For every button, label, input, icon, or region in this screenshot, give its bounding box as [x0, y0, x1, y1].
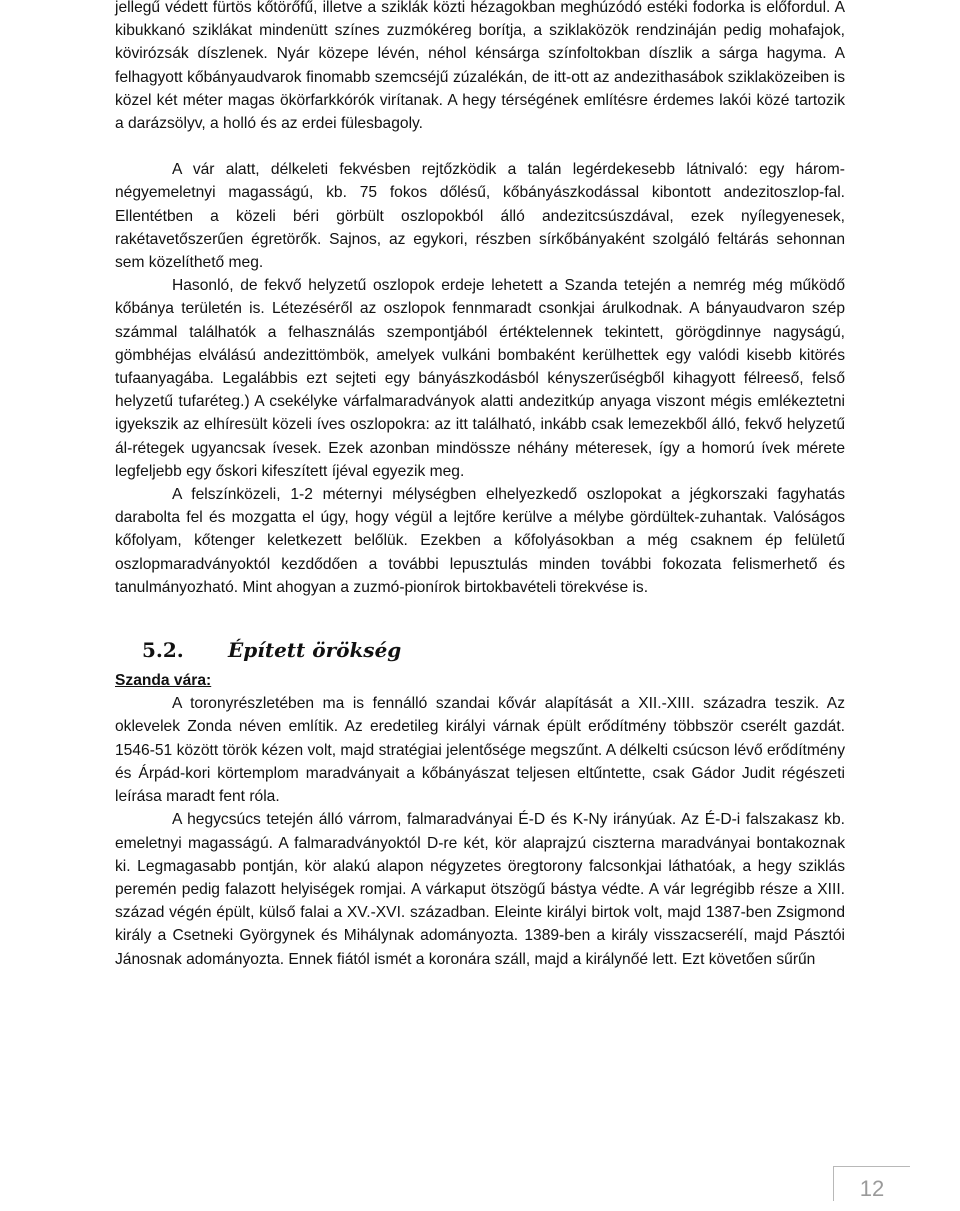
- subsection-heading: Szanda vára:: [115, 672, 212, 690]
- paragraph-andesite-wall: A vár alatt, délkeleti fekvésben rejtőzködik a talán legérdekesebb látnivaló: egy három-négyemeletnyi magasságú, kb. 75 fokos dőlésű, kőbányászkodással kibontott andezitoszlop-fal. Ellentétben a közeli béri görbült oszlopokból álló andezitcsúszdával, ezek nyílegyenesek, rakétavetőszerűen égretörők. Sajnos, az egykori, részben sírkőbányaként szolgáló feltárás sehonnan sem közelíthető meg.: [115, 161, 845, 272]
- section-gap: [115, 599, 845, 635]
- paragraph-castle-ruins: A hegycsúcs tetején álló várrom, falmaradványai É-D és K-Ny irányúak. Az É-D-i falszakasz kb. emeletnyi magasságú. A falmaradványoktól D-re két, kör alaprajzú ciszterna maradványai bontakoznak ki. Legmagasabb pontján, kör alakú alapon négyzetes öregtorony falcsonkjai láthatóak, a hegy sziklás peremén pedig falazott helyiségek romjai. A várkaput ötszögű bástya védte. A vár legrégibb része a XIII. század végén épült, külső falai a XV.-XVI. században. Eleinte királyi birtok volt, majd 1387-ben Zsigmond király a Csetneki Györgynek és Mihálynak adományozta. 1389-ben a király visszacserélí, majd Pásztói Jánosnak adományozta. Ennek fiától ismét a koronára száll, majd a királynőé lett. Ezt követően sűrűn: [115, 811, 845, 968]
- document-page: [115, 0, 845, 971]
- section-title: Épített örökség: [228, 638, 402, 663]
- section-heading: [115, 635, 845, 665]
- section-number: 5.2.: [142, 638, 184, 663]
- paragraph-flora: jellegű védett fürtös kőtörőfű, illetve a sziklák közti hézagokban meghúzódó estéki fodorka is előfordul. A kibukkanó sziklákat mindenütt színes zuzmókéreg borítja, a sziklaközök rendzináján pedig mohafajok, kövirózsák díszlenek. Nyár közepe lévén, néhol kénsárga színfoltokban díszlik a sárga hagyma. A felhagyott kőbányaudvarok finomabb szemcséjű zúzalékán, de itt-ott az andezithasábok sziklaközeiben is közel két méter magas ökörfarkkórók virítanak. A hegy térségének említésre érdemes lakói közé tartozik a darázsölyv, a holló és az erdei fülesbagoly.: [115, 0, 845, 133]
- paragraph-castle-history: A toronyrészletében ma is fennálló szandai kővár alapítását a XII.-XIII. századra teszik. Az oklevelek Zonda néven említik. Az eredetileg királyi várnak épült erődítmény többször cserélt gazdát. 1546-51 között török kézen volt, majd stratégiai jelentősége megszűnt. A délkelti csúcson lévő erődítmény és Árpád-kori körtemplom maradványait a kőbányászat teljesen eltűntette, csak Gádor Judit régészeti leírása maradt fent róla.: [115, 695, 845, 806]
- paragraph-stone-stream: A felszínközeli, 1-2 méternyi mélységben elhelyezkedő oszlopokat a jégkorszaki fagyhatás darabolta fel és mozgatta el úgy, hogy végül a lejtőre kerülve a mélybe gördültek-zuhantak. Valóságos kőfolyam, kőtenger keletkezett belőlük. Ezekben a kőfolyásokban a még csaknem ép felületű oszlopmaradványoktól kezdődően a további lepusztulás minden további fokozata felismerhető és tanulmányozható. Mint ahogyan a zuzmó-pionírok birtokbavételi törekvése is.: [115, 486, 845, 596]
- paragraph-gap: [115, 135, 845, 158]
- paragraph-column-forest: Hasonló, de fekvő helyzetű oszlopok erdeje lehetett a Szanda tetején a nemrég még működő kőbánya területén is. Létezéséről az oszlopok fennmaradt csonkjai árulkodnak. A bányaudvaron szép számmal találhatók a felhasználás szempontjából értéktelennek tekintett, görögdinnye nagyságú, gömbhéjas elválású andezittömbök, amelyek vulkáni bombaként kerülhettek egy valódi kisebb kitörés tufaanyagába. Legalábbis ezt sejteti egy bányászkodásból kényszerűségből kihagyott félreeső, felső helyzetű tufaréteg.) A csekélyke várfalmaradványok alatti andezitkúp anyaga viszont mégis emlékeztetni igyekszik az elhíresült közeli íves oszlopokra: az itt található, inkább csak lemezekből álló, fekvő helyzetű ál-rétegek ugyancsak ívesek. Ezek azonban mindössze néhány méteresek, így a homorú ívek mérete legfeljebb egy őskori kifeszített íjéval egyezik meg.: [115, 277, 845, 480]
- page-number: 12: [833, 1166, 910, 1201]
